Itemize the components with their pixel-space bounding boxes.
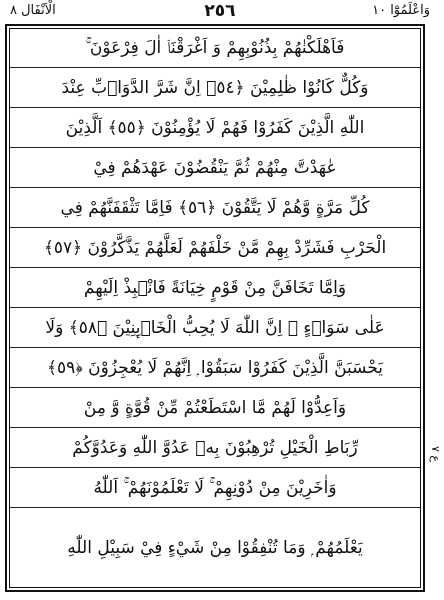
verse-line [9, 68, 421, 108]
verse-line-text: وَاِمَّا تَخَافَنَّ مِنْ قَوْمٍ خِيَانَةً فَانْۢبِذْ اِلَيْهِمْ [83, 277, 347, 298]
text-lines [9, 28, 421, 588]
juz-name: وَاعْلَمُوْٓا ١٠ [372, 3, 430, 18]
verse-line-text: الْحَرْبِ فَشَرِّدْ بِهِمْ مَّنْ خَلْفَهُمْ لَعَلَّهُمْ يَذَّكَّرُوْنَ ﴿٥٧﴾ [43, 237, 387, 258]
verse-line [9, 508, 421, 588]
verse-line [9, 348, 421, 388]
ruku-margin-mark: ع ٧ [429, 446, 442, 462]
verse-line-text: رِّبَاطِ الْخَيْلِ تُرْهِبُوْنَ بِهٖ عَدُوَّ اللّٰهِ وَعَدُوَّكُمْ [72, 437, 358, 458]
verse-line [9, 148, 421, 188]
verse-line [9, 228, 421, 268]
page-header [10, 3, 430, 25]
surah-name: الْاَنْفَال ٨ [10, 3, 56, 18]
verse-line [9, 468, 421, 508]
verse-line [9, 308, 421, 348]
verse-line [9, 268, 421, 308]
verse-line-text: يَحْسَبَنَّ الَّذِيْنَ كَفَرُوْا سَبَقُوْا ۭ اِنَّهُمْ لَا يُعْجِزُوْنَ ﴿٥٩﴾ [46, 357, 384, 378]
page-number: ٢٥٦ [204, 1, 236, 21]
verse-line-text: وَاَعِدُّوْا لَهُمْ مَّا اسْتَطَعْتُمْ مِّنْ قُوَّةٍ وَّ مِنْ [83, 397, 347, 418]
verse-line [9, 388, 421, 428]
verse-line-text: عَلٰى سَوَاۤءٍ ۭ اِنَّ اللّٰهَ لَا يُحِبُّ الْخَاۤىِٕنِيْنَ ﴿٥٨﴾ وَلَا [45, 317, 385, 338]
verse-line-text: يَعْلَمُهُمْ ۭ وَمَا تُنْفِقُوْا مِنْ شَيْءٍ فِيْ سَبِيْلِ اللّٰهِ [67, 538, 363, 558]
verse-line-text: وَاٰخَرِيْنَ مِنْ دُوْنِهِمْ ۚ لَا تَعْلَمُوْنَهُمْ ۚ اَللّٰهُ [93, 477, 337, 498]
verse-line [9, 28, 421, 68]
verse-line-text: وَكُلٌّ كَانُوْا ظٰلِمِيْنَ ﴿٥٤﴾ اِنَّ شَرَّ الدَّوَاۤبِّ عِنْدَ [61, 77, 369, 98]
verse-line-text: اللّٰهِ الَّذِيْنَ كَفَرُوْا فَهُمْ لَا يُؤْمِنُوْنَ ﴿٥٥﴾ اَلَّذِيْنَ [65, 117, 365, 138]
verse-line [9, 428, 421, 468]
verse-line [9, 188, 421, 228]
verse-line-text: عٰهَدْتَّ مِنْهُمْ ثُمَّ يَنْقُضُوْنَ عَهْدَهُمْ فِيْ [93, 157, 337, 178]
verse-line-text: فَاَهْلَكْنٰهُمْ بِذُنُوْبِهِمْ وَ اَغْرَقْنَاۤ اٰلَ فِرْعَوْنَ ۚ [85, 37, 345, 58]
verse-line [9, 108, 421, 148]
verse-line-text: كُلِّ مَرَّةٍ وَّهُمْ لَا يَتَّقُوْنَ ﴿٥٦﴾ فَاِمَّا تَثْقَفَنَّهُمْ فِي [60, 197, 370, 218]
